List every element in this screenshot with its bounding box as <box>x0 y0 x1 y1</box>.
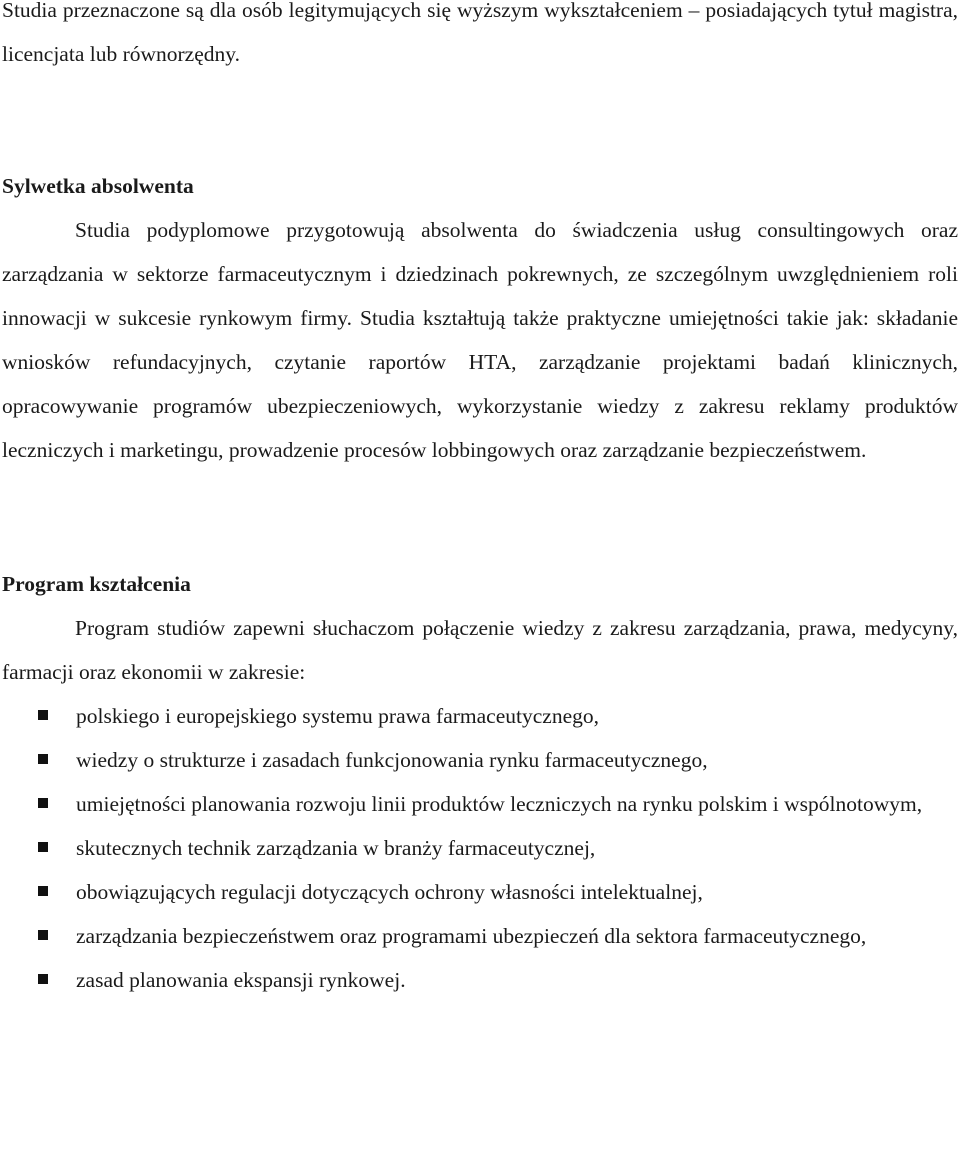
square-bullet-icon <box>38 754 48 764</box>
section-heading-program: Program kształcenia <box>2 572 191 596</box>
square-bullet-icon <box>38 842 48 852</box>
list-item-text: polskiego i europejskiego systemu prawa farmaceutycznego, <box>76 704 599 728</box>
intro-paragraph: Studia przeznaczone są dla osób legitymujących się wyższym wykształceniem – posiadających tytuł magistra, licencjata lub równorzędny. <box>2 0 958 66</box>
list-item-text: zasad planowania ekspansji rynkowej. <box>76 968 406 992</box>
list-item <box>2 870 958 914</box>
section-heading-profile: Sylwetka absolwenta <box>2 174 194 198</box>
list-item <box>2 782 958 826</box>
list-item-text: skutecznych technik zarządzania w branży farmaceutycznej, <box>76 836 596 860</box>
square-bullet-icon <box>38 798 48 808</box>
program-topics-list <box>2 694 958 1002</box>
list-item <box>2 694 958 738</box>
square-bullet-icon <box>38 886 48 896</box>
profile-paragraph: Studia podyplomowe przygotowują absolwenta do świadczenia usług consultingowych oraz zarządzania w sektorze farmaceutycznym i dziedzinach pokrewnych, ze szczególnym uwzględnieniem roli innowacji w sukcesie rynkowym firmy. Studia kształtują także praktyczne umiejętności takie jak: składanie wniosków refundacyjnych, czytanie raportów HTA, zarządzanie projektami badań klinicznych, opracowywanie programów ubezpieczeniowych, wykorzystanie wiedzy z zakresu reklamy produktów leczniczych i marketingu, prowadzenie procesów lobbingowych oraz zarządzanie bezpieczeństwem. <box>2 218 958 462</box>
square-bullet-icon <box>38 930 48 940</box>
list-item-text: obowiązujących regulacji dotyczących ochrony własności intelektualnej, <box>76 880 703 904</box>
list-item <box>2 958 958 1002</box>
list-item-text: umiejętności planowania rozwoju linii produktów leczniczych na rynku polskim i wspólnotowym, <box>76 792 923 816</box>
list-item <box>2 826 958 870</box>
square-bullet-icon <box>38 710 48 720</box>
program-paragraph: Program studiów zapewni słuchaczom połączenie wiedzy z zakresu zarządzania, prawa, medycyny, farmacji oraz ekonomii w zakresie: <box>2 616 958 684</box>
square-bullet-icon <box>38 974 48 984</box>
list-item-text: zarządzania bezpieczeństwem oraz programami ubezpieczeń dla sektora farmaceutycznego, <box>76 924 867 948</box>
list-item <box>2 738 958 782</box>
list-item <box>2 914 958 958</box>
list-item-text: wiedzy o strukturze i zasadach funkcjonowania rynku farmaceutycznego, <box>76 748 708 772</box>
